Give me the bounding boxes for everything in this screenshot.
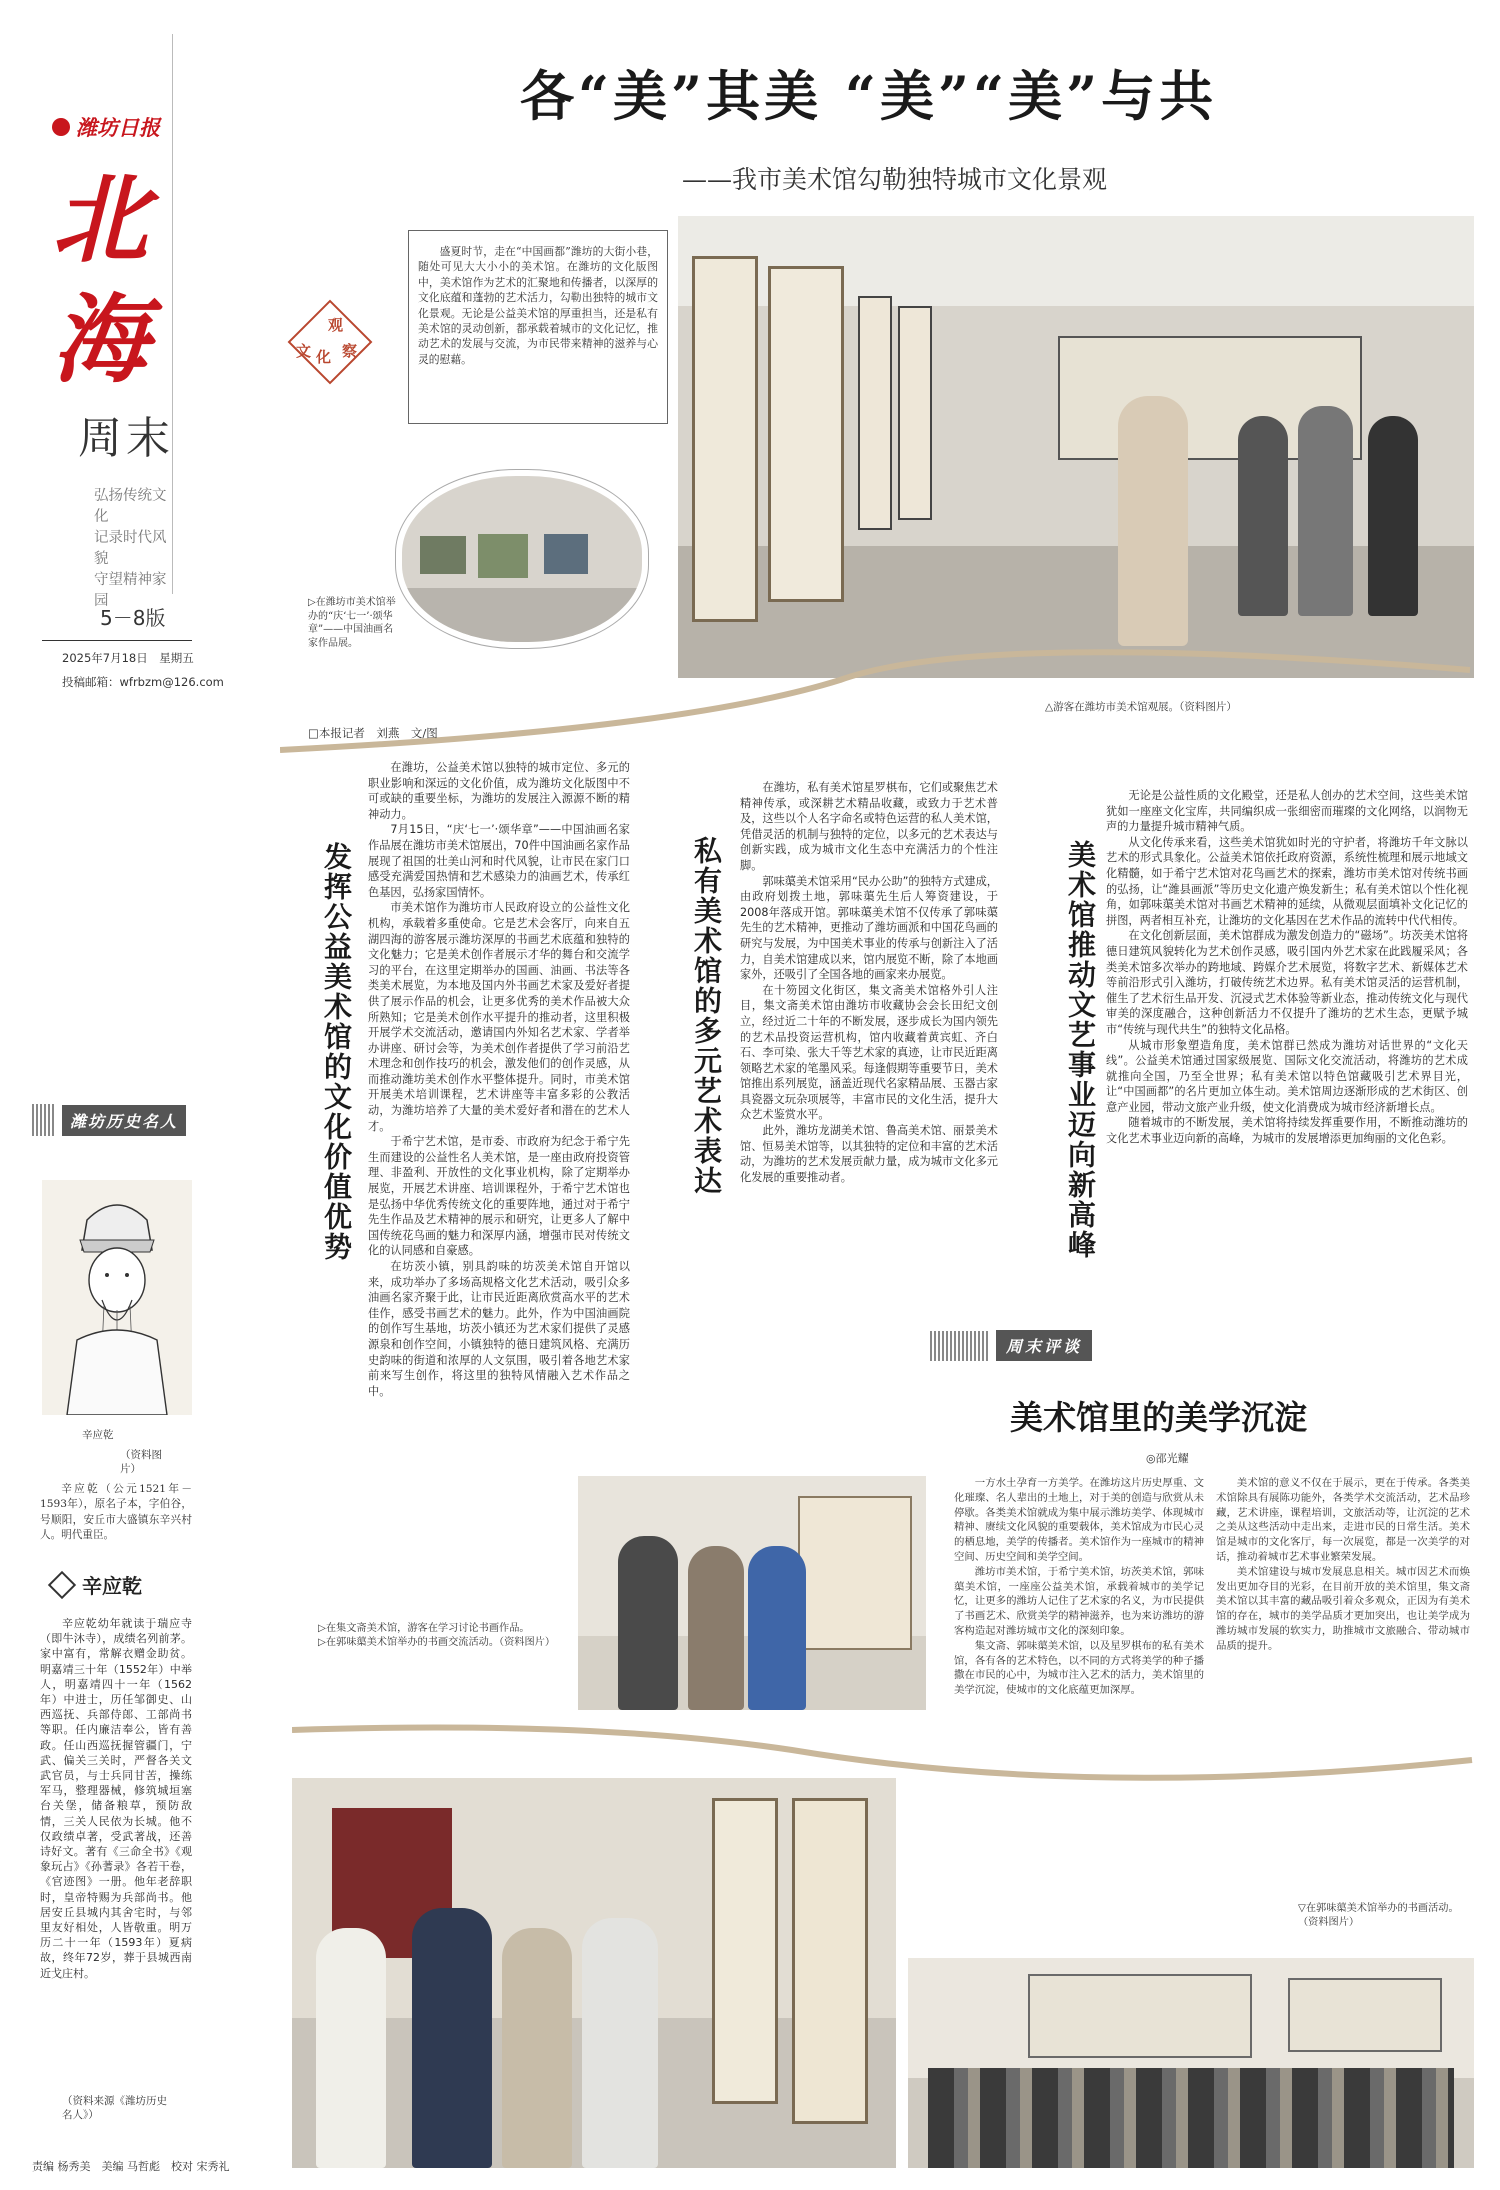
visitor-figure (748, 1546, 806, 1710)
badge-char: 化 (316, 348, 332, 366)
visitor-figure (582, 1918, 658, 2168)
masthead-email: 投稿邮箱：wfrbzm@126.com (62, 675, 224, 689)
visitor-figure (688, 1546, 744, 1710)
tag-stripes-icon (32, 1104, 56, 1136)
visitor-figure (316, 1928, 386, 2168)
wall-painting (544, 534, 588, 574)
review-author: ◎邵光耀 (1146, 1452, 1189, 1465)
headline-sub: ——我市美术馆勾勒独特城市文化景观 (682, 165, 1108, 194)
visitor-figure (502, 1928, 572, 2168)
masthead-title-char1: 北 (52, 163, 148, 276)
review-tag: 周末评谈 (996, 1330, 1092, 1361)
jiwenzhai-photo (578, 1476, 926, 1710)
portrait-sketch (42, 1180, 192, 1415)
masthead-date: 2025年7月18日 星期五 (62, 651, 194, 665)
review-col2: 美术馆的意义不仅在于展示，更在于传承。各类美术馆除具有展陈功能外，各类学术交流活动，艺术品珍藏，艺术讲座，课程培训，文旅活动等，让沉淀的艺术之美从这些活动中走出来，走进市民的日常生活。美术馆是城市的文化客厅，每一次展览，都是一次美学的对话，推动着城市艺术事业繁荣发展。 美术馆建设与城市发展息息相关。城市因艺术而焕发出更加夺目的光彩，在目前开放的美术馆里，集文斋美术馆以其丰富的藏品吸引着众多观众，正因为有美术馆的存在，城市的美学品质才更加突出，也让美学成为潍坊城市发展的软实力，助推城市文旅融合、带动城市品质的提升。 (1216, 1477, 1470, 1652)
paper-logo (52, 112, 160, 142)
history-tag: 潍坊历史名人 (62, 1105, 186, 1136)
landscape-painting (1288, 1978, 1442, 2052)
masthead-slogan (94, 486, 174, 612)
paper-name: 潍坊日报 (76, 115, 160, 140)
badge-char: 观 (328, 316, 344, 334)
badge-char: 察 (342, 342, 358, 360)
portrait-image (42, 1180, 192, 1415)
section2-body: 在潍坊，私有美术馆星罗棋布，它们或聚焦艺术精神传承，或深耕艺术精品收藏，或致力于艺术普及，这些以个人名字命名或特色运营的私人美术馆，凭借灵活的机制与独特的定位，以多元的艺术表达与创新实践，成为城市文化生态中充满活力的个性注脚。 郭味蕖美术馆采用“民办公助”的独特方式建成，由政府划拨土地，郭味蕖先生后人筹资建设，于2008年落成开馆。郭味蕖美术馆不仅传承了郭味蕖先生的艺术精神，更推动了潍坊画派和中国花鸟画的研究与发展，为中国美术事业的传承与创新注入了活力，自美术馆建成以来，馆内展览不断，除了本地画家外，还吸引了全国各地的画家来办展览。 在十笏园文化街区，集文斋美术馆格外引人注目，集文斋美术馆由潍坊市收藏协会会长田纪文创立，经过近二十年的不断发展，逐步成长为国内领先的艺术品投资运营机构，馆内收藏着黄宾虹、齐白石、李可染、张大千等艺术家的真迹，让市民近距离领略艺术家的笔墨风采。每逢假期等重要节日，美术馆推出系列展览，涵盖近现代名家精品展、玉器古家具瓷器文玩杂项展等，丰富市民的文化生活，提升大众艺术鉴赏水平。 此外，潍坊龙湖美术馆、鲁高美术馆、丽景美术馆、恒易美术馆等，以其独特的定位和丰富的艺术活动，为潍坊的艺术发展贡献力量，成为城市文化多元化发展的重要推动者。 (740, 781, 998, 1184)
history-name: 辛应乾 (82, 1574, 142, 1598)
byline: □本报记者 刘燕 文/图 (308, 726, 438, 740)
history-brief: 辛应乾（公元1521年－1593年），原名子本，字伯谷，号顺阳，安丘市大盛镇东辛兴村人。明代重臣。 (40, 1483, 192, 1542)
left-sidebar (22, 20, 230, 2173)
visitor-figure (618, 1536, 678, 1710)
divider (42, 640, 192, 641)
scroll-painting (712, 1798, 778, 2104)
slogan-line: 弘扬传统文化 (94, 488, 167, 525)
slogan-line: 记录时代风貌 (94, 530, 167, 567)
crowd (928, 2068, 1454, 2168)
visitor-figure (1298, 406, 1353, 616)
tag-stripes-icon (930, 1331, 990, 1361)
footer-credits: 责编 杨秀美 美编 马哲彪 校对 宋秀礼 (32, 2160, 230, 2173)
masthead-pages: 5－8版 (100, 606, 166, 630)
guoweiqu-visit-photo (292, 1778, 896, 2168)
decorative-curve (280, 640, 1480, 760)
history-source: （资料来源《潍坊历史名人》） (62, 2095, 167, 2121)
section3-body: 无论是公益性质的文化殿堂，还是私人创办的艺术空间，这些美术馆犹如一座座文化宝库，共同编织成一张细密而璀璨的文化网络，以润物无声的力量提升城市精神气质。 从文化传承来看，这些美术馆犹如时光的守护者，将潍坊千年文脉以艺术的形式具象化。公益美术馆依托政府资源，系统性梳理和展示地域文化精髓，如于希宁艺术馆对花鸟画艺术的探索，潍坊市美术馆对传统书画的弘扬，让“潍县画派”等历史文化遗产焕发新生；私有美术馆以个性化视角，如郭味蕖美术馆对书画艺术精神的延续，从微观层面填补文化记忆的拼图，两者相互补充，让潍坊的文化基因在艺术作品的流转中代代相传。 在文化创新层面，美术馆群成为激发创造力的“磁场”。坊茨美术馆将德日建筑风貌转化为艺术创作灵感，吸引国内外艺术家在此践履采风；各类美术馆多次举办的跨地域、跨媒介艺术展览，将数字艺术、新媒体艺术等前沿形式引入潍坊，打破传统艺术边界。私有美术馆灵活的运营机制，催生了艺术衍生品开发、沉浸式艺术体验等新业态，推动传统文化与现代审美的深度融合，这种创新活力不仅提升了潍坊的艺术生态，更赋予城市“传统与现代共生”的独特文化品格。 从城市形象塑造角度，美术馆群已然成为潍坊对话世界的“文化天线”。公益美术馆通过国家级展览、国际文化交流活动，将潍坊的艺术成就推向全国，乃至全世界；私有美术馆以特色馆藏吸引艺术界目光，让“中国画都”的名片更加立体生动。美术馆周边逐渐形成的艺术街区、创意产业园，带动文旅产业升级，使文化消费成为城市经济新增长点。 随着城市的不断发展，美术馆将持续发挥重要作用，不断推动潍坊的文化艺术事业迈向新的高峰，为城市的发展增添更加绚丽的文化色彩。 (1106, 789, 1468, 1146)
photo-mid1-caption: ▷在集文斋美术馆，游客在学习讨论书画作品。 ▷在郭味蕖美术馆举办的书画交流活动。（资料图片） (318, 1623, 556, 1648)
section1-body: 在潍坊，公益美术馆以独特的城市定位、多元的职业影响和深远的文化价值，成为潍坊文化版图中不可或缺的重要坐标，为潍坊的发展注入源源不断的精神动力。 7月15日，“庆‘七一’·颂华章”——中国油画名家作品展在潍坊市美术馆展出，70件中国油画名家作品展现了祖国的壮美山河和时代风貌，让市民在家门口感受充满爱国热情和艺术感染力的油画艺术，传承红色基因，弘扬家国情怀。 市美术馆作为潍坊市人民政府设立的公益性文化机构，承载着多重使命。它是艺术会客厅，向来自五湖四海的游客展示潍坊深厚的书画艺术底蕴和独特的文化魅力；它是美术创作者展示才华的舞台和交流学习的平台，在这里定期举办的国画、油画、书法等各类美术展览，为本地及国内外书画艺术家及爱好者提供了展示作品的机会，让更多优秀的美术作品被大众所熟知；它是美术创作水平提升的推动者，这里积极开展学术交流活动，邀请国内外知名艺术家、学者举办讲座、研讨会等，为美术创作者提供了学习前沿艺术理念和创作技巧的机会，激发他们的创作灵感，从而推动潍坊美术创作水平整体提升。同时，市美术馆开展美术培训课程，艺术讲座等丰富多彩的公教活动，为潍坊培养了大量的美术爱好者和潜在的艺术人才。 于希宁艺术馆，是市委、市政府为纪念于希宁先生而建设的公益性名人美术馆，是一座由政府投资管理、非盈利、开放性的文化事业机构，除了定期举办展览，开展艺术讲座、培训课程外，于希宁艺术馆也是弘扬中华优秀传统文化的重要阵地，通过对于希宁先生作品及艺术精神的展示和研究，让更多人了解中国传统花鸟画的魅力和深厚内涵，增强市民对传统文化的认同感和自豪感。 在坊茨小镇，别具韵味的坊茨美术馆自开馆以来，成功举办了多场高规格文化艺术活动，吸引众多油画名家齐聚于此，让市民近距离欣赏高水平的艺术佳作，感受书画艺术的魅力。此外，作为中国油画院的创作写生基地，坊茨小镇还为艺术家们提供了灵感源泉和创作空间，小镇独特的德日建筑风格、充满历史韵味的街道和浓厚的人文氛围，吸引着各地艺术家前来写生创作，将这里的独特风情融入艺术作品之中。 (368, 761, 630, 1398)
diamond-icon (48, 1570, 76, 1598)
portrait-label: 辛应乾 (82, 1429, 114, 1441)
portrait-source: （资料图片） (120, 1449, 162, 1475)
scroll-painting (692, 256, 758, 622)
review-tag-box (930, 1330, 1092, 1361)
visitor-figure (1238, 416, 1288, 616)
scroll-painting (768, 266, 844, 602)
paper-logo-icon (52, 118, 70, 136)
masthead-subtitle: 周末 (78, 413, 174, 464)
section1-title: 发挥公益美术馆的文化价值优势 (320, 842, 353, 1262)
badge-char: 文 (296, 342, 312, 360)
history-body: 辛应乾幼年就读于瑞应寺（即牛沐寺），成绩名列前茅。家中富有，常解衣赠金助贫。明嘉靖三十年（1552年）中举人，明嘉靖四十一年（1562年）中进士，历任邹御史、山西巡抚、兵部侍郎、工部尚书等职。任内廉洁奉公，皆有善政。任山西巡抚握管疆门，宁武、偏关三关时，严督各关文武官员，与士兵同甘苦，操练军马，整理器械，修筑城垣塞台关堡，储备粮草，预防敌情，三关人民依为长城。他不仅政绩卓著，受武著战，还善诗好文。著有《三命全书》《观象玩占》《孙蓍录》各若干卷，《官迹图》一册。他年老辞职时，皇帝特赐为兵部尚书。他居安丘县城内其舍宅时，与邻里友好相处，人皆敬重。明万历二十一年（1593年）夏病故，终年72岁，葬于县城西南近戈庄村。 (40, 1617, 192, 1980)
photo-circle-caption: ▷在潍坊市美术馆举办的“庆‘七一’·颂华章”——中国油画名家作品展。 (308, 597, 396, 649)
history-name-heading (52, 1570, 142, 1599)
review-col1: 一方水土孕育一方美学。在潍坊这片历史厚重、文化璀璨、名人辈出的土地上，对于美的创造与欣赏从未停歇。各类美术馆就成为集中展示潍坊美学、体现城市精神、赓续文化风貌的重要载体，美术馆成为市民心灵的栖息地，美学的传播者。美术馆作为一座城市的精神空间、历史空间和美学空间。 潍坊市美术馆，于希宁美术馆，坊茨美术馆，郭味蕖美术馆，一座座公益美术馆，承载着城市的美学记忆，让更多的潍坊人记住了艺术家的名义，为市民提供了书画艺术、欣赏美学的精神滋养，也为来访潍坊的游客构造起对潍坊城市文化的深刻印象。 集文斋、郭味蕖美术馆，以及星罗棋布的私有美术馆，各有各的艺术特色，以不同的方式将美学的种子播撒在市民的心中，为城市注入艺术的活力，美术馆里的美学沉淀，使城市的文化底蕴更加深厚。 (954, 1477, 1204, 1697)
wall-painting (420, 536, 466, 574)
masthead-title-char2: 海 (52, 283, 148, 396)
scroll-painting (898, 306, 932, 520)
section2-title: 私有美术馆的多元艺术表达 (690, 836, 723, 1196)
guoweiqu-activity-photo (908, 1958, 1474, 2168)
floor (402, 588, 642, 648)
headline-main: 各“美”其美 “美”“美”与共 (520, 64, 1218, 128)
scroll-painting (792, 1798, 868, 2124)
slogan-line: 守望精神家园 (94, 572, 167, 609)
history-tag-box (32, 1100, 192, 1140)
gallery-hall-photo (678, 216, 1474, 678)
photo-bottom-right-caption: ▽在郭味蕖美术馆举办的书画活动。（资料图片） (1298, 1903, 1459, 1928)
intro-text: 盛夏时节，走在“中国画都”潍坊的大街小巷，随处可见大大小小的美术馆。在潍坊的文化版图中，美术馆作为艺术的汇聚地和传播者，以深厚的文化底蕴和蓬勃的艺术活力，勾勒出独特的城市文化景观。无论是公益美术馆的厚重担当，还是私有美术馆的灵动创新，都承载着城市的文化记忆，推动艺术的发展与交流，为市民带来精神的滋养与心灵的慰藉。 (418, 245, 658, 366)
wall-painting (478, 534, 528, 578)
visitor-figure (1368, 416, 1418, 616)
culture-badge (282, 308, 372, 384)
visitor-figure (412, 1908, 492, 2168)
section3-title: 美术馆推动文艺事业迈向新高峰 (1064, 840, 1097, 1260)
scroll-painting (858, 296, 892, 530)
review-title: 美术馆里的美学沉淀 (1010, 1398, 1307, 1437)
photo-hall-caption: △游客在潍坊市美术馆观展。（资料图片） (1045, 701, 1237, 713)
landscape-painting (1028, 1974, 1252, 2058)
gallery-circle-photo (396, 470, 648, 648)
wall-painting (798, 1496, 912, 1650)
visitor-figure (1118, 396, 1188, 646)
